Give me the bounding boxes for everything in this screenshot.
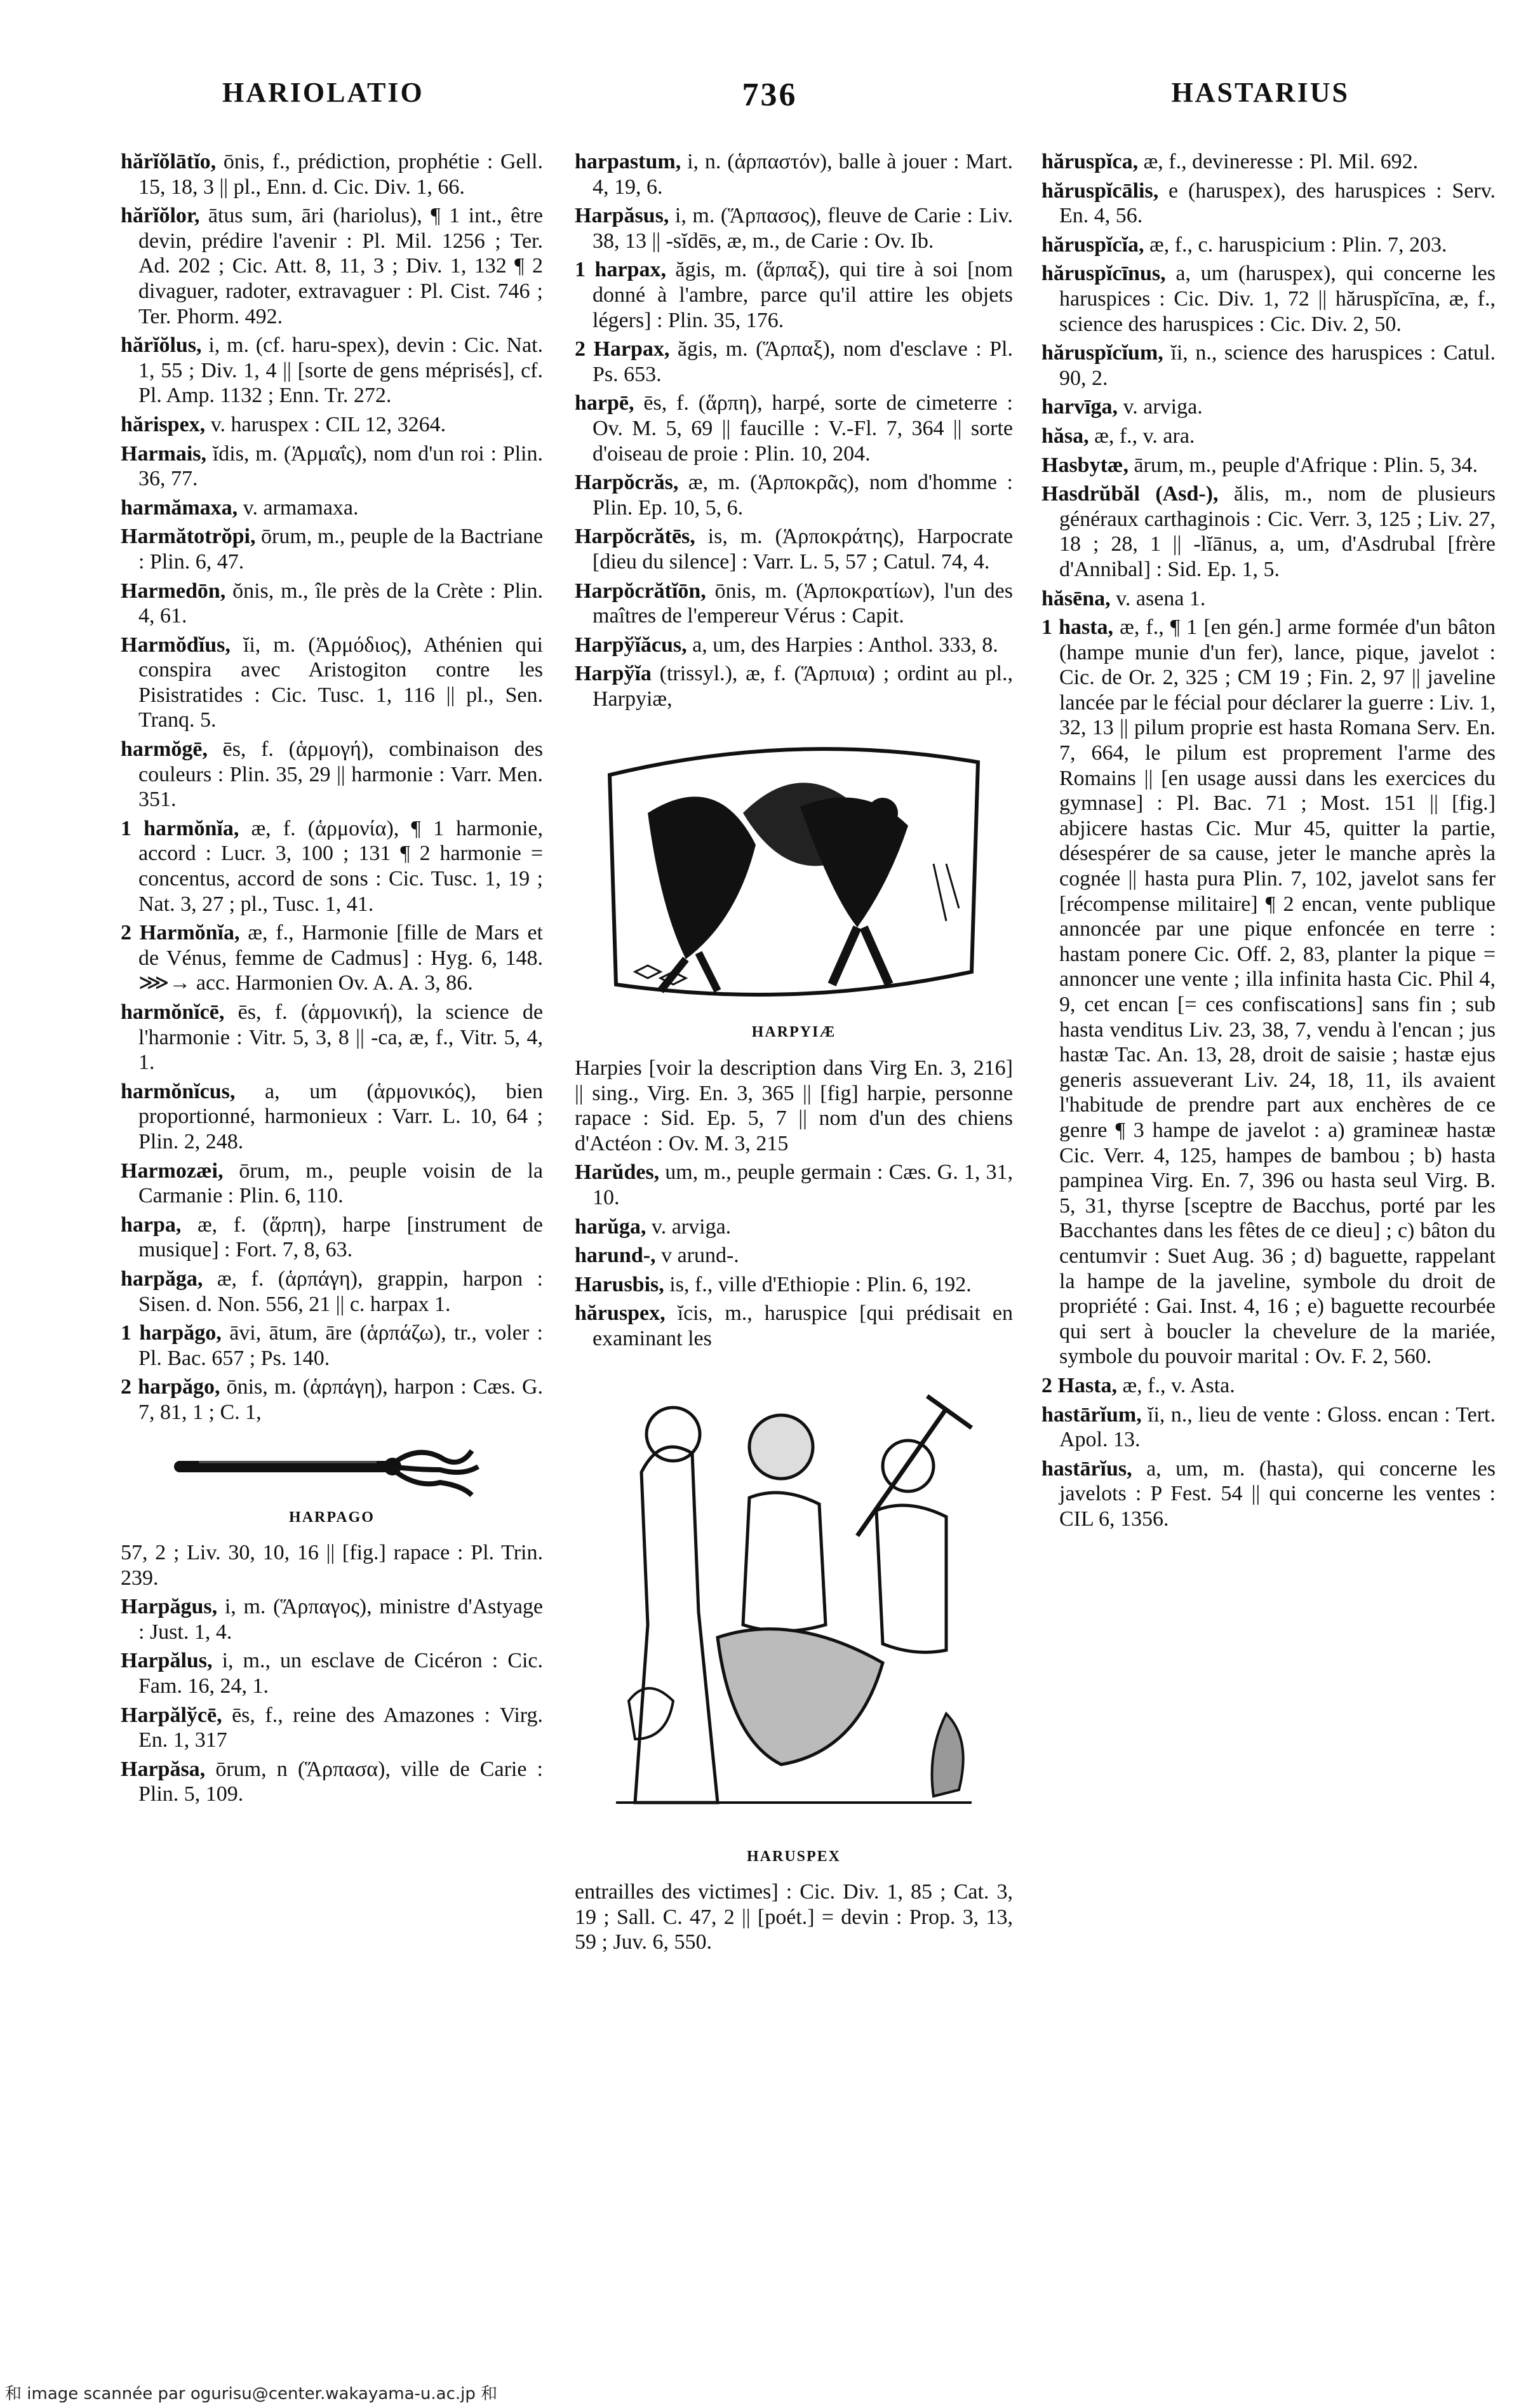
dictionary-entry — [575, 337, 1013, 387]
entry-headword: hărĭŏlor, — [121, 204, 200, 228]
entry-definition: v. armamaxa. — [243, 495, 359, 520]
dictionary-entry — [121, 737, 543, 812]
entry-definition: i, m. (cf. haru-spex), devin : Cic. Nat. 1, 55 ; Div. 1, 4 || [sorte de gens méprisés], cf. Pl. Amp. 1132 ; Enn. Tr. 272. — [138, 333, 544, 408]
entry-definition: ăgis, m. (Ἅρπαξ), nom d'esclave : Pl. Ps. 653. — [593, 337, 1014, 386]
dictionary-entry — [121, 149, 543, 199]
entry-definition: is, m. (Ἁρποκράτης), Harpocrate [dieu du silence] : Varr. L. 5, 57 ; Catul. 74, 4. — [593, 525, 1013, 574]
entry-definition: æ, f. (ἁρμονία), ¶ 1 harmonie, accord : Lucr. 3, 100 ; 131 ¶ 2 harmonie = concentus, accord de sons : Cic. Tusc. 1, 19 ; Nat. 3, 27 ; pl., Tusc. 1, 41. — [138, 816, 543, 916]
entry-headword: Harpўĭăcus, — [575, 633, 687, 657]
entry-headword: hăruspĭcĭum, — [1041, 341, 1163, 365]
entry-definition: æ, f., ¶ 1 [en gén.] arme formée d'un bâton (hampe munie d'un fer), lance, pique, javelot : Cic. de Or. 2, 325 ; CM 19 ; Fin. 2, 97 || javeline lancée par le fécial pour déclarer la guerre : Liv. 1, 32, 13 || pilum proprie est hasta Romana Serv. En. 7, 664, le pilum est proprement l'arme des Romains || [en usage aussi dans les exercices du gymnase] : Pl. Bac. 71 ; Most. 151 || [fig.] abjicere hastas Cic. Mur 45, quitter la partie, désespérer de sa cause, jeter le manche après la cognée || hasta pura Plin. 7, 102, javelot sans fer [récompense militaire] ¶ 2 encan, vente publique annoncée par une pique enfoncée en terre : hastam ponere Cic. Off. 2, 83, planter la pique = annoncer une vente ; illa infinita hasta Cic. Phil 4, 9, cet encan [= ces confiscations] sans fin ; sub hasta venditus Liv. 23, 38, 7, vendu à l'encan ; jus hastæ Tac. An. 13, 28, droit de saisie ; hastæ ejus generis assueverant Liv. 24, 18, 11, ils avaient l'habitude de prendre part aux enchères de ce genre ¶ 3 hampe de javelot : a) gramineæ hastæ Cic. Verr. 4, 125, hampes de bambou ; b) hasta pampinea Virg. En. 7, 396 ou hasta seul Virg. B. 5, 31, thyrse [sceptre de Bacchus, porté par les Bacchantes dans les fêtes de ce dieu] ; c) bâton du centumvir : Suet Aug. 36 ; d) baguette, rappelant la hampe de la javeline, symbole du droit de propriété : Gai. Inst. 4, 16 ; e) baguette recourbée qui sert à boucler la chevelure de la mariée, symbole du pouvoir marital : Ov. F. 2, 560. — [1059, 615, 1496, 1369]
entry-definition: ōnis, f., prédiction, prophétie : Gell. 15, 18, 3 || pl., Enn. d. Cic. Div. 1, 66. — [138, 150, 543, 199]
dictionary-entry — [121, 1159, 543, 1209]
entry-headword: hastārĭus, — [1041, 1456, 1132, 1481]
entry-headword: harvīga, — [1041, 395, 1118, 419]
dictionary-entry — [121, 579, 543, 629]
entry-definition: ălis, m., nom de plusieurs généraux carthaginois : Cic. Verr. 3, 125 ; Liv. 27, 18 ; 28, 1 || -lĭānus, a, um, d'Asdrubal [frère d'Annibal] : Sid. Ep. 1, 5. — [1059, 482, 1496, 581]
dictionary-entry — [121, 920, 543, 996]
entry-definition: a, um, m. (hasta), qui concerne les javelots : P Fest. 54 || qui concerne les ventes : CIL 6, 1356. — [1059, 1456, 1496, 1531]
entry-definition: a, um, des Harpies : Anthol. 333, 8. — [692, 633, 998, 657]
dictionary-entry — [121, 495, 543, 521]
entry-headword: Harpўĭa — [575, 662, 652, 686]
dictionary-entry — [121, 1000, 543, 1075]
entry-headword: Hasdrŭbăl (Asd-), — [1041, 482, 1219, 506]
entry-headword: Harpŏcrătĭōn, — [575, 579, 706, 603]
dictionary-entry — [121, 441, 543, 492]
entry-headword: hărispex, — [121, 412, 206, 436]
entry-headword: Harŭdes, — [575, 1160, 660, 1185]
entry-headword: Hasbytæ, — [1041, 453, 1128, 477]
dictionary-entry — [1041, 394, 1496, 420]
dictionary-entry — [1041, 586, 1496, 612]
entry-headword: Harpŏcrăs, — [575, 471, 679, 495]
entry-definition: ăgis, m. (ἅρπαξ), qui tire à soi [nom donné à l'ambre, parce qu'il attire les objets légers] : Plin. 35, 176. — [593, 258, 1013, 332]
entry-definition: ōnis, m. (ἁρπάγη), harpon : Cæs. G. 7, 81, 1 ; C. 1, — [138, 1375, 543, 1424]
entry-headword: hăsēna, — [1041, 586, 1111, 610]
dictionary-entry — [575, 579, 1013, 629]
entry-definition: æ, f., v. Asta. — [1122, 1373, 1235, 1397]
dictionary-entry — [1041, 453, 1496, 478]
harpago-illustration — [173, 1432, 491, 1502]
entry-definition: ārum, m., peuple d'Afrique : Plin. 5, 34. — [1134, 453, 1478, 477]
entry-headword: hăruspex, — [575, 1301, 666, 1326]
dictionary-entry — [121, 633, 543, 733]
dictionary-entry — [1041, 340, 1496, 391]
dictionary-entry — [121, 1648, 543, 1698]
entry-headword: hărĭŏlus, — [121, 333, 202, 358]
column-3 — [1041, 149, 1496, 1535]
dictionary-entry — [575, 257, 1013, 333]
dictionary-entry — [121, 1703, 543, 1753]
entry-definition: ōrum, m., peuple voisin de la Carmanie : Plin. 6, 110. — [138, 1159, 543, 1208]
entry-headword: harund-, — [575, 1244, 656, 1268]
entry-headword: 2 Harmŏnĭa, — [121, 921, 240, 945]
running-head-left: HARIOLATIO — [222, 77, 424, 108]
dictionary-entry — [121, 1374, 543, 1425]
haruspex-figure — [575, 1358, 1013, 1870]
entry-headword: 1 harmŏnĭa, — [121, 816, 239, 840]
entry-definition: ōrum, m., peuple de la Bactriane : Plin. 6, 47. — [138, 525, 544, 574]
dictionary-entry — [1041, 232, 1496, 258]
dictionary-entry — [1041, 1402, 1496, 1453]
entry-definition: i, m., un esclave de Cicéron : Cic. Fam. 16, 24, 1. — [138, 1649, 543, 1698]
harpyiae-illustration — [591, 718, 997, 1016]
entry-definition: ĭi, n., science des haruspices : Catul. 90, 2. — [1059, 341, 1496, 390]
entry-headword: 1 harpăgo, — [121, 1321, 222, 1345]
dictionary-entry — [575, 203, 1013, 253]
entry-definition: a, um (ἁρμονικός), bien proportionné, harmonieux : Varr. L. 10, 64 ; Plin. 2, 248. — [138, 1079, 543, 1153]
entry-definition: ĭcis, m., haruspice [qui prédisait en examinant les — [593, 1301, 1013, 1350]
entry-headword: harpăga, — [121, 1267, 203, 1291]
dictionary-entry — [575, 633, 1013, 658]
entry-definition: ēs, f. (ἁρμογή), combinaison des couleurs : Plin. 35, 29 || harmonie : Varr. Men. 351. — [138, 737, 543, 812]
harpago-figure — [121, 1432, 543, 1531]
entry-headword: harpastum, — [575, 150, 681, 173]
entry-headword: hăsa, — [1041, 424, 1089, 448]
dictionary-entry — [575, 391, 1013, 466]
entry-headword: Harpălus, — [121, 1649, 213, 1673]
dictionary-entry — [575, 1160, 1013, 1210]
entry-definition: Harpies [voir la description dans Virg En. 3, 216] || sing., Virg. En. 3, 365 || [fig] harpie, personne rapace : Sid. Ep. 5, 7 || nom d'un des chiens d'Actéon : Ov. M. 3, 215 — [575, 1056, 1013, 1155]
page-header — [0, 76, 1540, 133]
entry-definition: æ, f. (ἁρπάγη), grappin, harpon : Sisen. d. Non. 556, 21 || c. harpax 1. — [138, 1267, 544, 1316]
entry-definition: a, um (haruspex), qui concerne les haruspices : Cic. Div. 1, 72 || hăruspĭcīna, æ, f., science des haruspices : Cic. Div. 2, 50. — [1059, 262, 1496, 336]
dictionary-entry — [121, 1540, 543, 1590]
dictionary-entry — [121, 333, 543, 408]
entry-headword: Harmais, — [121, 441, 207, 466]
dictionary-entry — [121, 524, 543, 574]
dictionary-entry — [121, 1213, 543, 1263]
entry-definition: v. arviga. — [1123, 395, 1203, 419]
dictionary-entry — [1041, 261, 1496, 337]
dictionary-entry — [575, 1214, 1013, 1240]
entry-headword: hărĭŏlātĭo, — [121, 150, 217, 173]
dictionary-entry — [121, 203, 543, 329]
dictionary-entry — [575, 661, 1013, 711]
entry-definition: ōnis, m. (Ἁρποκρατίων), l'un des maîtres de l'empereur Vérus : Capit. — [593, 579, 1014, 628]
dictionary-entry — [575, 1056, 1013, 1156]
entry-definition: ātus sum, āri (hariolus), ¶ 1 int., être devin, prédire l'avenir : Pl. Mil. 1256 ; Ter. Ad. 202 ; Cic. Att. 8, 11, 3 ; Div. 1, 132 ¶ 2 divaguer, radoter, extravaguer : Pl. Cist. 746 ; Ter. Phorm. 492. — [138, 204, 543, 328]
entry-headword: harpē, — [575, 391, 634, 415]
dictionary-entry — [121, 1321, 543, 1371]
dictionary-entry — [121, 1267, 543, 1317]
entry-headword: harmŏnĭcus, — [121, 1079, 236, 1103]
entry-definition: v. haruspex : CIL 12, 3264. — [210, 412, 446, 436]
entry-definition: e (haruspex), des haruspices : Serv. En. 4, 56. — [1059, 178, 1496, 228]
dictionary-entry — [575, 149, 1013, 199]
entry-definition: is, f., ville d'Ethiopie : Plin. 6, 192. — [669, 1272, 972, 1296]
entry-definition: ēs, f. (ἁρμονική), la science de l'harmonie : Vitr. 5, 3, 8 || -ca, æ, f., Vitr. 5, 4, 1. — [138, 1000, 544, 1075]
dictionary-entry — [575, 470, 1013, 520]
entry-definition: ēs, f., reine des Amazones : Virg. En. 1, 317 — [138, 1703, 543, 1752]
entry-headword: Harmŏdĭus, — [121, 633, 231, 657]
entry-headword: 2 Harpax, — [575, 337, 670, 361]
entry-definition: i, m. (Ἅρπαγος), ministre d'Astyage : Just. 1, 4. — [138, 1595, 543, 1644]
entry-headword: hăruspĭcīnus, — [1041, 262, 1166, 286]
entry-headword: Harpŏcrătēs, — [575, 525, 695, 549]
entry-definition: ĭi, n., lieu de vente : Gloss. encan : Tert. Apol. 13. — [1059, 1402, 1496, 1452]
dictionary-entry — [1041, 178, 1496, 229]
dictionary-entry — [121, 816, 543, 917]
entry-headword: harpa, — [121, 1213, 182, 1237]
column-2 — [575, 149, 1013, 1959]
page-number: 736 — [742, 77, 798, 113]
entry-definition: v. asena 1. — [1116, 586, 1206, 610]
entry-headword: harmŏnĭcē, — [121, 1000, 225, 1024]
dictionary-entry — [121, 1594, 543, 1644]
dictionary-entry — [1041, 481, 1496, 582]
entry-definition: āvi, ātum, āre (ἁρπάζω), tr., voler : Pl. Bac. 657 ; Ps. 140. — [138, 1321, 543, 1370]
figure-caption: HARUSPEX — [746, 1848, 841, 1865]
entry-headword: Harpălўcē, — [121, 1703, 222, 1727]
entry-definition: æ, f., Harmonie [fille de Mars et de Vénus, femme de Cadmus] : Hyg. 6, 148. ⋙→ acc. Harmonien Ov. A. A. 3, 86. — [138, 921, 543, 995]
entry-definition: æ, f. (ἅρπη), harpe [instrument de musique] : Fort. 7, 8, 63. — [138, 1213, 544, 1262]
entry-headword: hăruspĭcĭa, — [1041, 232, 1144, 257]
entry-definition: æ, f., c. haruspicium : Plin. 7, 203. — [1149, 232, 1447, 257]
dictionary-entry — [575, 524, 1013, 574]
dictionary-entry — [121, 412, 543, 438]
entry-definition: (trissyl.), æ, f. (Ἅρπυια) ; ordint au pl., Harpyiæ, — [593, 662, 1014, 711]
entry-definition: ŏnis, m., île près de la Crète : Plin. 4, 61. — [138, 579, 543, 628]
dictionary-entry — [1041, 615, 1496, 1369]
running-head-right: HASTARIUS — [1171, 77, 1349, 108]
entry-headword: Harpăgus, — [121, 1595, 218, 1619]
entry-headword: Harmătotrŏpi, — [121, 525, 256, 549]
dictionary-entry — [575, 1243, 1013, 1268]
dictionary-entry — [1041, 424, 1496, 449]
dictionary-entry — [121, 1079, 543, 1155]
entry-headword: Harmedōn, — [121, 579, 226, 603]
entry-headword: hăruspĭcālis, — [1041, 178, 1159, 203]
entry-definition: æ, f., v. ara. — [1094, 424, 1195, 448]
entry-definition: i, n. (ἁρπαστόν), balle à jouer : Mart. 4, 19, 6. — [593, 150, 1014, 199]
entry-headword: harmŏgē, — [121, 737, 208, 762]
entry-definition: æ, f., devineresse : Pl. Mil. 692. — [1143, 150, 1419, 173]
scan-credit: 和 image scannée par ogurisu@center.wakayama-u.ac.jp 和 — [5, 2384, 498, 2403]
entry-headword: Harpăsa, — [121, 1757, 206, 1781]
dictionary-entry — [1041, 149, 1496, 175]
dictionary-entry — [575, 1879, 1013, 1955]
entry-definition: 57, 2 ; Liv. 30, 10, 16 || [fig.] rapace : Pl. Trin. 239. — [121, 1541, 543, 1590]
entry-definition: ĭi, m. (Ἁρμόδιος), Athénien qui conspira avec Aristogiton contre les Pisistratides : Cic. Tusc. 1, 116 || pl., Sen. Tranq. 5. — [138, 633, 543, 732]
dictionary-entry — [1041, 1456, 1496, 1532]
entry-headword: Harmozæi, — [121, 1159, 224, 1183]
entry-definition: entrailles des victimes] : Cic. Div. 1, 85 ; Cat. 3, 19 ; Sall. C. 47, 2 || [poét.] = devin : Prop. 3, 13, 59 ; Juv. 6, 550. — [575, 1880, 1013, 1954]
entry-headword: harmămaxa, — [121, 495, 238, 520]
entry-headword: harŭga, — [575, 1214, 646, 1239]
dictionary-entry — [575, 1301, 1013, 1351]
entry-headword: hăruspĭca, — [1041, 150, 1139, 173]
dictionary-entry — [575, 1272, 1013, 1298]
entry-headword: Harusbis, — [575, 1272, 664, 1296]
entry-definition: ĭdis, m. (Ἁρμαΐς), nom d'un roi : Plin. 36, 77. — [138, 441, 543, 491]
entry-definition: ēs, f. (ἅρπη), harpé, sorte de cimeterre : Ov. M. 5, 69 || faucille : V.-Fl. 7, 364 || sorte d'oiseau de proie : Plin. 10, 204. — [593, 391, 1013, 466]
entry-headword: hastārĭum, — [1041, 1402, 1142, 1427]
figure-caption: HARPAGO — [289, 1509, 375, 1526]
entry-headword: 2 harpăgo, — [121, 1375, 220, 1399]
entry-headword: Harpăsus, — [575, 204, 669, 228]
column-1 — [121, 149, 543, 1811]
entry-definition: um, m., peuple germain : Cæs. G. 1, 31, 10. — [593, 1160, 1013, 1210]
entry-definition: v. arviga. — [651, 1214, 732, 1239]
entry-definition: i, m. (Ἅρπασος), fleuve de Carie : Liv. 38, 13 || -sĭdēs, æ, m., de Carie : Ov. Ib. — [593, 204, 1013, 253]
harpyiae-figure — [575, 718, 1013, 1045]
entry-headword: 1 harpax, — [575, 258, 666, 282]
dictionary-entry — [1041, 1373, 1496, 1399]
haruspex-illustration — [591, 1358, 997, 1841]
entry-headword: 2 Hasta, — [1041, 1373, 1117, 1397]
entry-definition: æ, m. (Ἁρποκρᾶς), nom d'homme : Plin. Ep. 10, 5, 6. — [593, 471, 1014, 520]
dictionary-entry — [121, 1757, 543, 1807]
entry-headword: 1 hasta, — [1041, 615, 1114, 640]
entry-definition: v arund-. — [661, 1244, 739, 1268]
entry-definition: ōrum, n (Ἅρπασα), ville de Carie : Plin. 5, 109. — [138, 1757, 543, 1806]
figure-caption: HARPYIÆ — [751, 1024, 836, 1041]
